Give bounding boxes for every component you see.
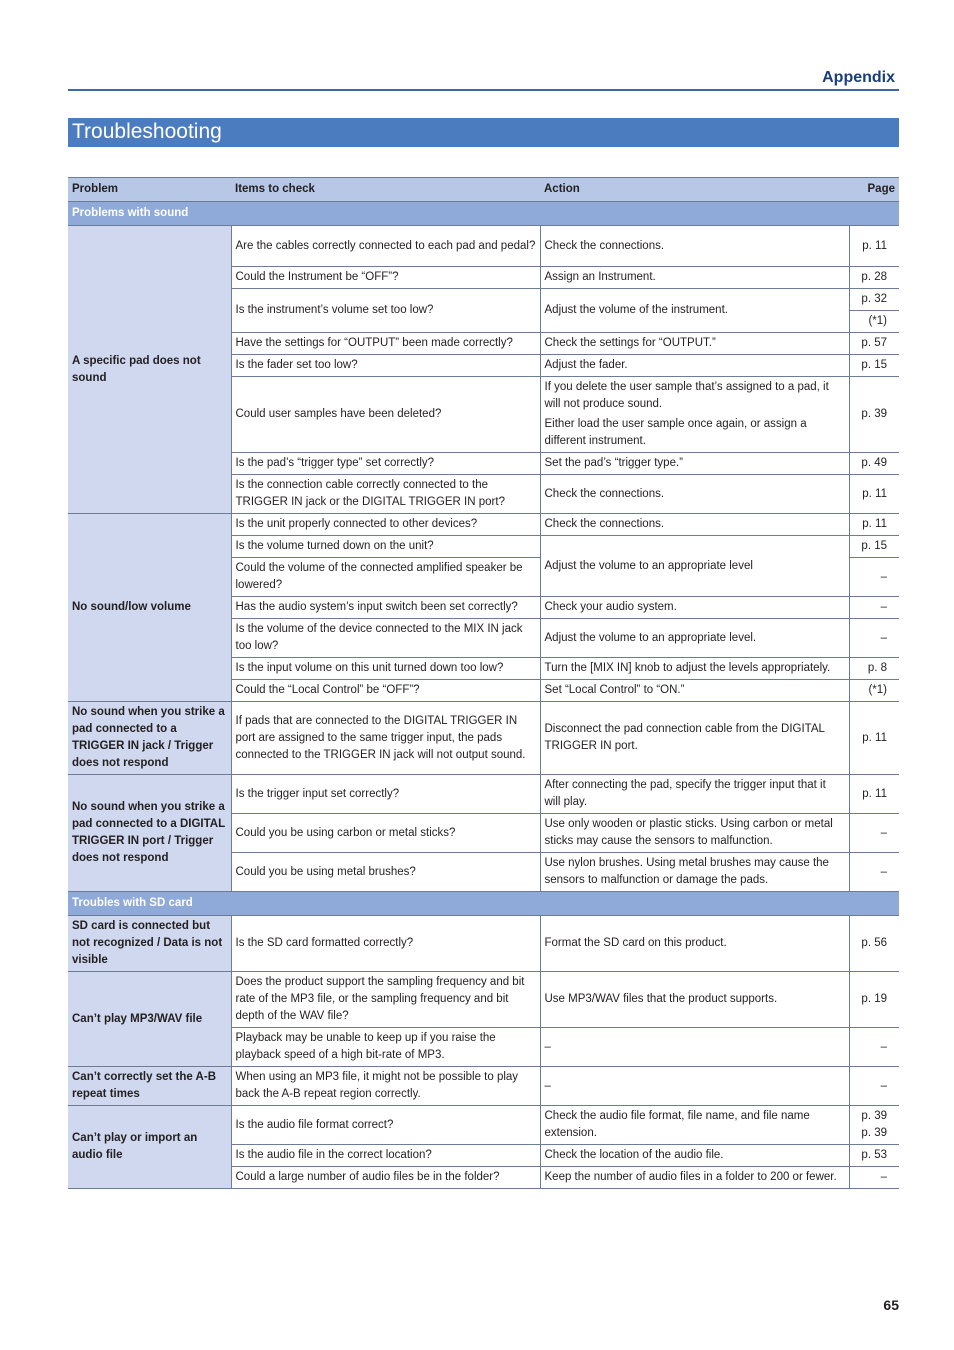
action-paragraph: Either load the user sample once again, or assign a different instrument. [544,418,807,447]
page-ref: p. 19 [849,972,899,1028]
item-cell: Is the trigger input set correctly? [231,775,540,814]
page-number: 65 [883,1297,899,1313]
page-ref: p. 53 [849,1145,899,1167]
table-row [68,1067,899,1106]
item-cell: Is the connection cable correctly connected to the TRIGGER IN jack or the DIGITAL TRIGGER IN port? [231,475,540,514]
page-ref: p. 15 [849,536,899,558]
problem-cell: Can’t correctly set the A-B repeat times [68,1067,231,1106]
item-cell: When using an MP3 file, it might not be possible to play back the A-B repeat region correctly. [231,1067,540,1106]
table-row [68,916,899,972]
action-cell: Adjust the fader. [540,355,849,377]
table-row [68,972,899,1028]
page-ref: – [849,1028,899,1067]
problem-cell: No sound/low volume [68,514,231,702]
action-cell: Check the location of the audio file. [540,1145,849,1167]
item-cell: Could you be using metal brushes? [231,853,540,892]
problem-cell: Can’t play or import an audio file [68,1106,231,1189]
page-ref: p. 11 [849,226,899,267]
page-ref: – [849,814,899,853]
table-row [68,1106,899,1145]
page-ref: – [849,597,899,619]
table-row [68,702,899,775]
item-cell: Are the cables correctly connected to each pad and pedal? [231,226,540,267]
page-ref: – [849,558,899,597]
item-cell: Could the volume of the connected amplified speaker be lowered? [231,558,540,597]
item-cell: Is the fader set too low? [231,355,540,377]
action-cell: Check the connections. [540,226,849,267]
page-ref: p. 39 [849,377,899,453]
page-ref [849,1106,899,1145]
column-header-items: Items to check [231,178,540,202]
page-ref: p. 11 [849,775,899,814]
problem-cell: SD card is connected but not recognized / Data is not visible [68,916,231,972]
action-cell: Check the settings for “OUTPUT.” [540,333,849,355]
problem-cell: No sound when you strike a pad connected to a DIGITAL TRIGGER IN port / Trigger does not respond [68,775,231,892]
item-cell: Is the audio file in the correct location? [231,1145,540,1167]
item-cell: Could user samples have been deleted? [231,377,540,453]
item-cell: Is the SD card formatted correctly? [231,916,540,972]
item-cell: Is the pad’s “trigger type” set correctly? [231,453,540,475]
title-banner [68,118,899,147]
action-cell: Assign an Instrument. [540,267,849,289]
page-ref: – [849,1067,899,1106]
action-cell [540,377,849,453]
item-cell: Is the volume of the device connected to the MIX IN jack too low? [231,619,540,658]
item-cell: Have the settings for “OUTPUT” been made correctly? [231,333,540,355]
problem-cell: Can’t play MP3/WAV file [68,972,231,1067]
action-cell: Use only wooden or plastic sticks. Using carbon or metal sticks may cause the sensors to malfunction. [540,814,849,853]
action-cell: Adjust the volume of the instrument. [540,289,849,333]
header-divider [68,89,899,91]
page-ref: (*1) [849,680,899,702]
page-ref: p. 56 [849,916,899,972]
item-cell: Playback may be unable to keep up if you raise the playback speed of a high bit-rate of MP3. [231,1028,540,1067]
action-cell: Adjust the volume to an appropriate level. [540,619,849,658]
action-cell: Disconnect the pad connection cable from the DIGITAL TRIGGER IN port. [540,702,849,775]
section-header: Appendix [822,69,895,86]
column-header-action: Action [540,178,849,202]
table-row [68,514,899,536]
action-cell: Use MP3/WAV files that the product supports. [540,972,849,1028]
action-cell: Turn the [MIX IN] knob to adjust the levels appropriately. [540,658,849,680]
page-ref: – [849,1167,899,1189]
problem-cell: No sound when you strike a pad connected to a TRIGGER IN jack / Trigger does not respond [68,702,231,775]
section-title: Problems with sound [68,202,899,226]
item-cell: Could the Instrument be “OFF”? [231,267,540,289]
table-header-row [68,178,899,202]
column-header-problem: Problem [68,178,231,202]
item-cell: Could the “Local Control” be “OFF”? [231,680,540,702]
action-cell: Check your audio system. [540,597,849,619]
page-ref: p. 28 [849,267,899,289]
action-cell: Set “Local Control” to “ON.” [540,680,849,702]
table-row [68,226,899,267]
page-title: Troubleshooting [72,120,222,143]
page-ref: p. 11 [849,514,899,536]
item-cell: Is the volume turned down on the unit? [231,536,540,558]
page-ref: p. 15 [849,355,899,377]
item-cell: Is the input volume on this unit turned down too low? [231,658,540,680]
action-cell: Set the pad’s “trigger type.” [540,453,849,475]
page-ref-line: p. 39 [861,1110,887,1122]
section-row [68,202,899,226]
troubleshooting-table [68,177,899,1189]
action-cell: Keep the number of audio files in a folder to 200 or fewer. [540,1167,849,1189]
action-cell: After connecting the pad, specify the trigger input that it will play. [540,775,849,814]
action-paragraph: If you delete the user sample that’s assigned to a pad, it will not produce sound. [544,381,829,410]
action-cell: Use nylon brushes. Using metal brushes may cause the sensors to malfunction or damage the pads. [540,853,849,892]
page-ref-line: p. 39 [861,1127,887,1139]
action-cell: – [540,1067,849,1106]
item-cell: Is the instrument’s volume set too low? [231,289,540,333]
page-ref: p. 49 [849,453,899,475]
page-ref: – [849,619,899,658]
action-cell: Format the SD card on this product. [540,916,849,972]
action-cell: Check the audio file format, file name, and file name extension. [540,1106,849,1145]
section-row [68,892,899,916]
page-ref: p. 32 [849,289,899,311]
action-cell: Check the connections. [540,514,849,536]
item-cell: If pads that are connected to the DIGITAL TRIGGER IN port are assigned to the same trigger input, the pads connected to the TRIGGER IN jack will not output sound. [231,702,540,775]
table-row [68,775,899,814]
problem-cell: A specific pad does not sound [68,226,231,514]
page-ref: (*1) [849,311,899,333]
item-cell: Has the audio system’s input switch been set correctly? [231,597,540,619]
item-cell: Does the product support the sampling frequency and bit rate of the MP3 file, or the sampling frequency and bit depth of the WAV file? [231,972,540,1028]
item-cell: Could you be using carbon or metal sticks? [231,814,540,853]
column-header-page: Page [849,178,899,202]
item-cell: Is the unit properly connected to other devices? [231,514,540,536]
page-ref: – [849,853,899,892]
action-cell: Check the connections. [540,475,849,514]
action-cell: Adjust the volume to an appropriate level [540,536,849,597]
page-ref: p. 8 [849,658,899,680]
action-cell: – [540,1028,849,1067]
page-ref: p. 11 [849,702,899,775]
page-ref: p. 11 [849,475,899,514]
item-cell: Is the audio file format correct? [231,1106,540,1145]
section-title: Troubles with SD card [68,892,899,916]
page-ref: p. 57 [849,333,899,355]
item-cell: Could a large number of audio files be in the folder? [231,1167,540,1189]
